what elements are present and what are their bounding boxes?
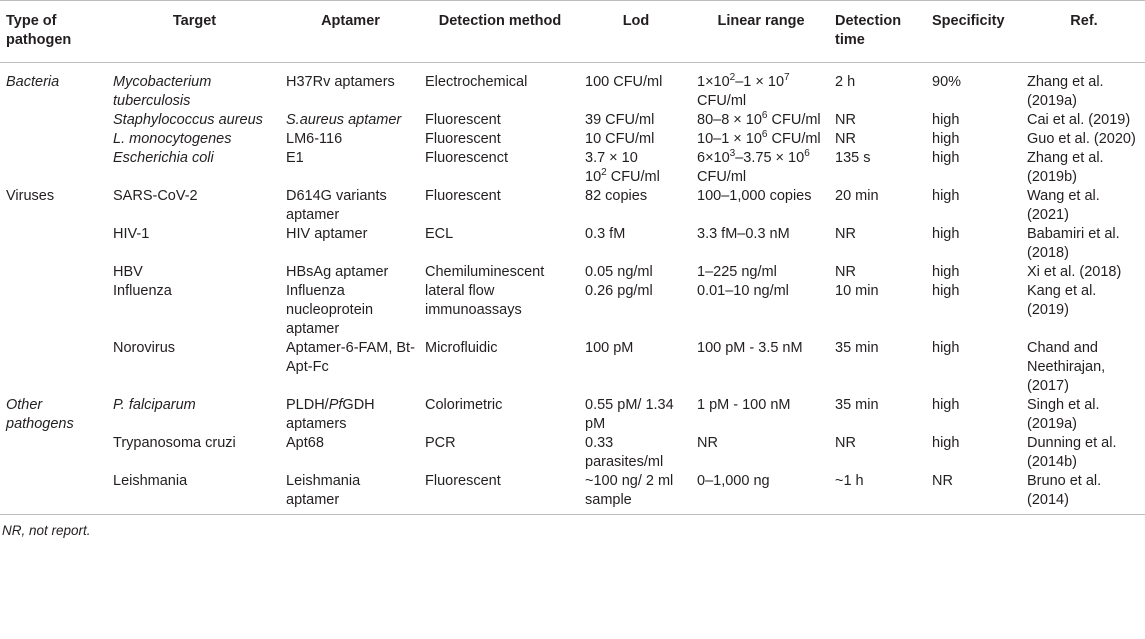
header-target: Target: [172, 13, 217, 29]
table-row: [0, 63, 1145, 112]
header-detection-time: Detection time: [835, 13, 902, 48]
cell-ref: Singh et al. (2019a): [1027, 397, 1100, 432]
cell-lod: 0.26 pg/ml: [585, 283, 653, 299]
table-row: [0, 339, 1145, 396]
cell-specificity: 90%: [932, 74, 962, 90]
cell-aptamer: Apt68: [286, 435, 324, 451]
cell-aptamer: S.aureus aptamer: [286, 112, 402, 128]
cell-specificity: high: [932, 188, 960, 204]
cell-time: 2 h: [835, 74, 856, 90]
table-row: [0, 149, 1145, 187]
cell-lod: 100 CFU/ml: [585, 74, 663, 90]
cell-type: [0, 472, 107, 515]
table-row: [0, 187, 1145, 225]
header-linear-range: Linear range: [717, 13, 805, 29]
cell-ref: Wang et al. (2021): [1027, 188, 1100, 223]
cell-target: Mycobacterium tuberculosis: [113, 74, 212, 109]
table-footnote: NR, not report.: [2, 523, 91, 538]
cell-range: 1 pM - 100 nM: [697, 397, 791, 413]
cell-target: Staphylococcus aureus: [113, 112, 263, 128]
cell-lod: 0.55 pM/ 1.34 pM: [585, 397, 674, 432]
cell-aptamer: HIV aptamer: [286, 226, 368, 242]
cell-range: $80-8 \times 10^6$ CFU/ml: [697, 110, 821, 128]
cell-aptamer: HBsAg aptamer: [286, 264, 389, 280]
cell-aptamer: D614G variants aptamer: [286, 188, 387, 223]
table-row: [0, 434, 1145, 472]
table-row: [0, 111, 1145, 130]
cell-method: Microfluidic: [425, 340, 498, 356]
cell-time: ~1 h: [835, 473, 864, 489]
header-row: [0, 1, 1145, 63]
cell-specificity: high: [932, 112, 960, 128]
cell-aptamer: Leishmania aptamer: [286, 473, 361, 508]
cell-time: 35 min: [835, 340, 879, 356]
cell-ref: Xi et al. (2018): [1027, 264, 1122, 280]
cell-method: Fluorescent: [425, 473, 501, 489]
cell-method: Fluorescent: [425, 188, 501, 204]
cell-time: 135 s: [835, 150, 871, 166]
table-row: [0, 472, 1145, 515]
cell-target: Leishmania: [113, 473, 188, 489]
cell-ref: Cai et al. (2019): [1027, 112, 1131, 128]
cell-range: NR: [697, 435, 718, 451]
cell-time: NR: [835, 435, 856, 451]
cell-method: Fluorescent: [425, 112, 501, 128]
cell-time: NR: [835, 112, 856, 128]
cell-aptamer: LM6-116: [286, 131, 343, 147]
cell-target: Influenza: [113, 283, 172, 299]
cell-time: 35 min: [835, 397, 879, 413]
cell-lod: 100 pM: [585, 340, 634, 356]
cell-ref: Dunning et al. (2014b): [1027, 435, 1117, 470]
cell-time: NR: [835, 131, 856, 147]
cell-method: ECL: [425, 226, 454, 242]
cell-lod: 82 copies: [585, 188, 648, 204]
cell-time: NR: [835, 226, 856, 242]
table-row: [0, 225, 1145, 263]
cell-range: $1\times 10^2-1 \times 10^7$ CFU/ml: [697, 72, 790, 109]
cell-type: [0, 263, 107, 282]
header-specificity: Specificity: [932, 13, 1005, 29]
cell-method: Colorimetric: [425, 397, 503, 413]
cell-range: 3.3 fM–0.3 nM: [697, 226, 790, 242]
cell-specificity: high: [932, 283, 960, 299]
header-lod: Lod: [622, 13, 650, 29]
cell-method: Electrochemical: [425, 74, 528, 90]
cell-specificity: high: [932, 340, 960, 356]
cell-type: Other pathogens: [6, 397, 74, 432]
cell-target: HBV: [113, 264, 143, 280]
cell-lod: 10 CFU/ml: [585, 131, 655, 147]
cell-type: [0, 225, 107, 263]
cell-method: Fluorescenct: [425, 150, 509, 166]
cell-specificity: high: [932, 226, 960, 242]
cell-type: Viruses: [6, 188, 55, 204]
cell-ref: Zhang et al. (2019b): [1027, 150, 1104, 185]
cell-range: $10-1 \times 10^6$ CFU/ml: [697, 129, 821, 147]
cell-range: 100 pM - 3.5 nM: [697, 340, 803, 356]
cell-time: 10 min: [835, 283, 879, 299]
cell-ref: Kang et al. (2019): [1027, 283, 1097, 318]
cell-range: $6\times 10^3-3.75 \times 10^6$ CFU/ml: [697, 148, 810, 185]
cell-lod: 0.05 ng/ml: [585, 264, 653, 280]
table-row: [0, 396, 1145, 434]
cell-time: 20 min: [835, 188, 879, 204]
cell-type: [0, 282, 107, 339]
cell-lod: 3.7 × 10 $10^2$ CFU/ml: [585, 150, 660, 185]
cell-type: [0, 130, 107, 149]
cell-aptamer: PLDH/PfGDH aptamers: [286, 397, 375, 432]
cell-ref: Guo et al. (2020): [1027, 131, 1136, 147]
cell-lod: 0.33 parasites/ml: [585, 435, 664, 470]
cell-type: [0, 434, 107, 472]
cell-lod: ~100 ng/ 2 ml sample: [585, 473, 674, 508]
cell-target: Trypanosoma cruzi: [113, 435, 236, 451]
table-row: [0, 263, 1145, 282]
cell-ref: Babamiri et al. (2018): [1027, 226, 1120, 261]
cell-method: Chemiluminescent: [425, 264, 545, 280]
cell-target: HIV-1: [113, 226, 150, 242]
cell-ref: Chand and Neethirajan, (2017): [1027, 340, 1106, 394]
cell-specificity: high: [932, 264, 960, 280]
cell-specificity: high: [932, 397, 960, 413]
cell-range: 0.01–10 ng/ml: [697, 283, 789, 299]
cell-method: Fluorescent: [425, 131, 501, 147]
cell-time: NR: [835, 264, 856, 280]
cell-specificity: high: [932, 435, 960, 451]
header-detection-method: Detection method: [438, 13, 562, 29]
cell-type: [0, 339, 107, 396]
cell-target: SARS-CoV-2: [113, 188, 198, 204]
cell-aptamer: H37Rv aptamers: [286, 74, 395, 90]
cell-method: lateral flow immunoassays: [425, 283, 522, 318]
cell-specificity: NR: [932, 473, 953, 489]
cell-lod: 0.3 fM: [585, 226, 626, 242]
header-type: Type of pathogen: [6, 13, 72, 48]
cell-target: P. falciparum: [113, 397, 196, 413]
cell-specificity: high: [932, 150, 960, 166]
cell-type: [0, 149, 107, 187]
cell-ref: Bruno et al. (2014): [1027, 473, 1102, 508]
cell-range: 1–225 ng/ml: [697, 264, 777, 280]
cell-aptamer: Aptamer-6-FAM, Bt-Apt-Fc: [286, 340, 415, 375]
cell-target: L. monocytogenes: [113, 131, 232, 147]
header-aptamer: Aptamer: [321, 13, 380, 29]
cell-specificity: high: [932, 131, 960, 147]
cell-range: 100–1,000 copies: [697, 188, 812, 204]
table-row: [0, 130, 1145, 149]
table-row: [0, 282, 1145, 339]
header-ref: Ref.: [1070, 13, 1098, 29]
cell-aptamer: E1: [286, 150, 304, 166]
cell-ref: Zhang et al. (2019a): [1027, 74, 1104, 109]
cell-lod: 39 CFU/ml: [585, 112, 655, 128]
cell-aptamer: Influenza nucleoprotein aptamer: [286, 283, 374, 337]
cell-method: PCR: [425, 435, 456, 451]
cell-type: [0, 111, 107, 130]
cell-target: Escherichia coli: [113, 150, 214, 166]
cell-target: Norovirus: [113, 340, 176, 356]
cell-range: 0–1,000 ng: [697, 473, 770, 489]
cell-type: Bacteria: [6, 74, 60, 90]
